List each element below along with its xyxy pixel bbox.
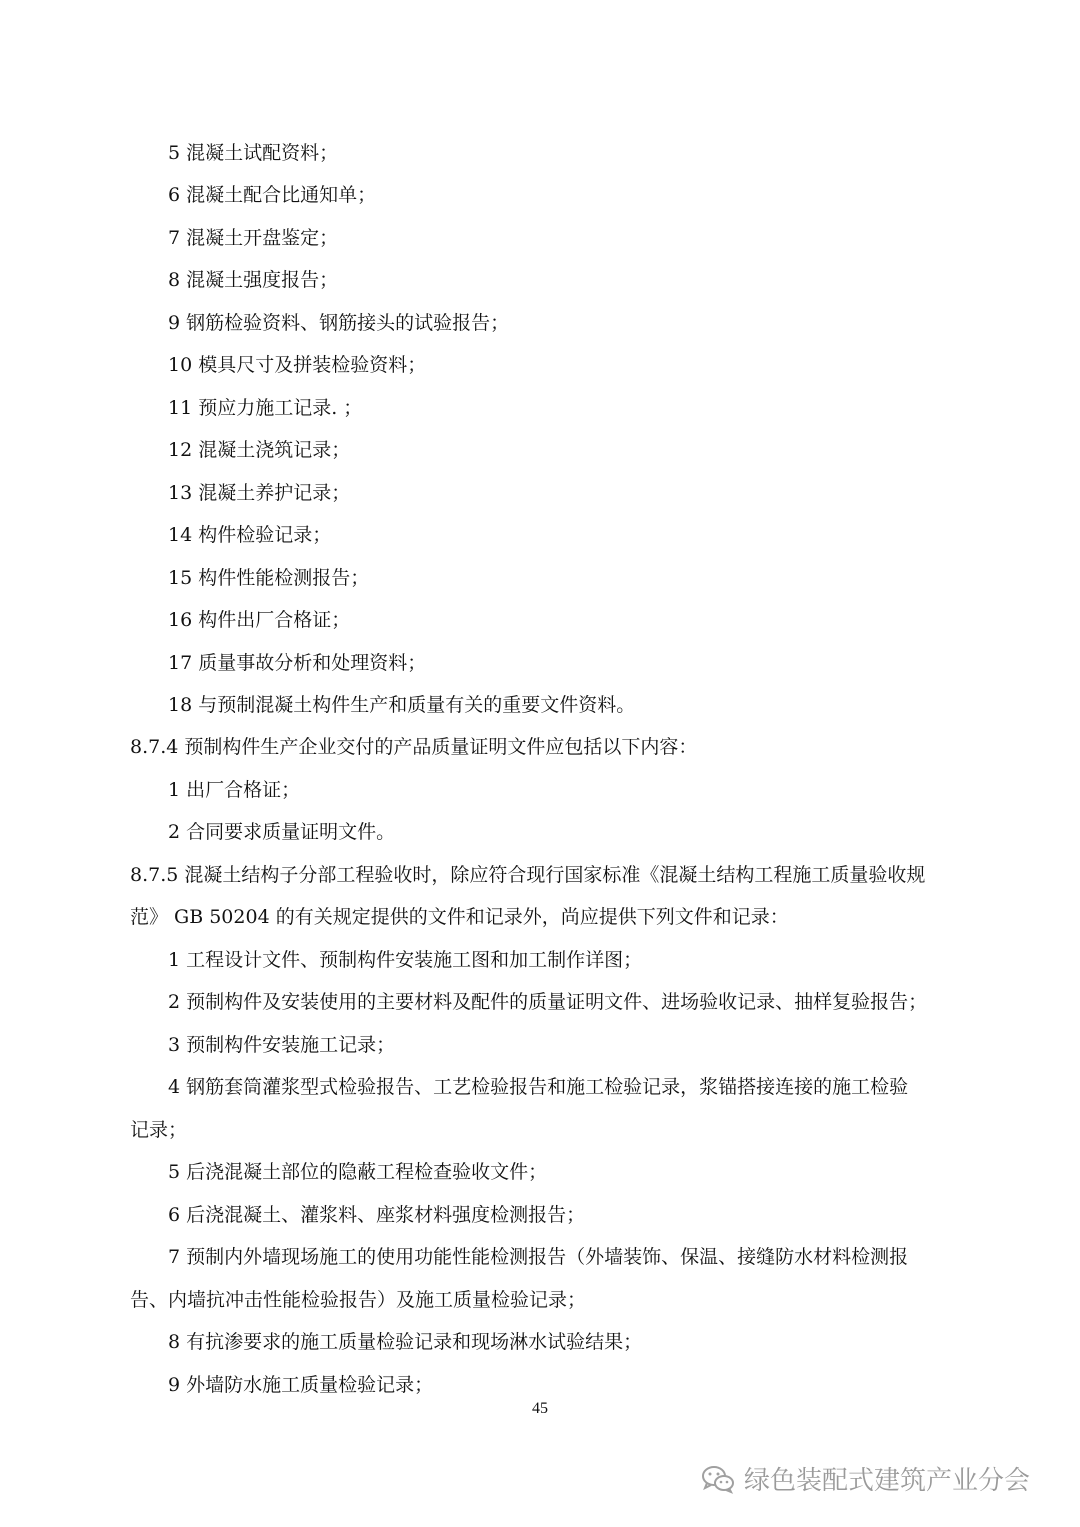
list-item: 9 外墙防水施工质量检验记录；: [168, 1374, 434, 1396]
list-item: 16 构件出厂合格证；: [168, 609, 351, 631]
list-item: 11 预应力施工记录. ；: [168, 397, 363, 419]
clause-8-7-5-cont: 范》 GB 50204 的有关规定提供的文件和记录外，尚应提供下列文件和记录：: [130, 906, 789, 928]
list-item: 17 质量事故分析和处理资料；: [168, 652, 427, 674]
list-item-cont: 记录；: [130, 1119, 188, 1141]
list-item: 4 钢筋套筒灌浆型式检验报告、工艺检验报告和施工检验记录，浆锚搭接连接的施工检验: [168, 1076, 909, 1098]
page-number: 45: [532, 1400, 548, 1417]
list-item: 13 混凝土养护记录；: [168, 482, 351, 504]
watermark: [700, 1460, 1030, 1497]
list-item: 18 与预制混凝土构件生产和质量有关的重要文件资料。: [168, 694, 636, 716]
list-item: 5 后浇混凝土部位的隐蔽工程检查验收文件；: [168, 1161, 548, 1183]
list-item: 8 有抗渗要求的施工质量检验记录和现场淋水试验结果；: [168, 1331, 643, 1353]
list-item: 3 预制构件安装施工记录；: [168, 1034, 396, 1056]
list-item: 2 预制构件及安装使用的主要材料及配件的质量证明文件、进场验收记录、抽样复验报告；: [168, 991, 928, 1013]
list-item: 10 模具尺寸及拼装检验资料；: [168, 354, 427, 376]
list-item: 8 混凝土强度报告；: [168, 269, 339, 291]
list-item: 7 预制内外墙现场施工的使用功能性能检测报告（外墙装饰、保温、接缝防水材料检测报: [168, 1246, 909, 1268]
clause-8-7-4: 8.7.4 预制构件生产企业交付的产品质量证明文件应包括以下内容：: [130, 736, 698, 758]
list-item: 1 出厂合格证；: [168, 779, 301, 801]
list-item: 1 工程设计文件、预制构件安装施工图和加工制作详图；: [168, 949, 643, 971]
list-item: 12 混凝土浇筑记录；: [168, 439, 351, 461]
watermark-text: 绿色装配式建筑产业分会: [744, 1466, 1031, 1496]
list-item: 6 后浇混凝土、灌浆料、座浆材料强度检测报告；: [168, 1204, 586, 1226]
list-item: 5 混凝土试配资料；: [168, 142, 339, 164]
list-item-cont: 告、内墙抗冲击性能检验报告）及施工质量检验记录；: [130, 1289, 587, 1311]
clause-8-7-5: 8.7.5 混凝土结构子分部工程验收时，除应符合现行国家标准《混凝土结构工程施工质量验收规: [130, 864, 926, 886]
list-item: 6 混凝土配合比通知单；: [168, 184, 377, 206]
list-item: 14 构件检验记录；: [168, 524, 332, 546]
list-item: 7 混凝土开盘鉴定；: [168, 227, 339, 249]
wechat-icon: [700, 1461, 736, 1497]
list-item: 9 钢筋检验资料、钢筋接头的试验报告；: [168, 312, 510, 334]
list-item: 15 构件性能检测报告；: [168, 567, 370, 589]
list-item: 2 合同要求质量证明文件。: [168, 821, 396, 843]
